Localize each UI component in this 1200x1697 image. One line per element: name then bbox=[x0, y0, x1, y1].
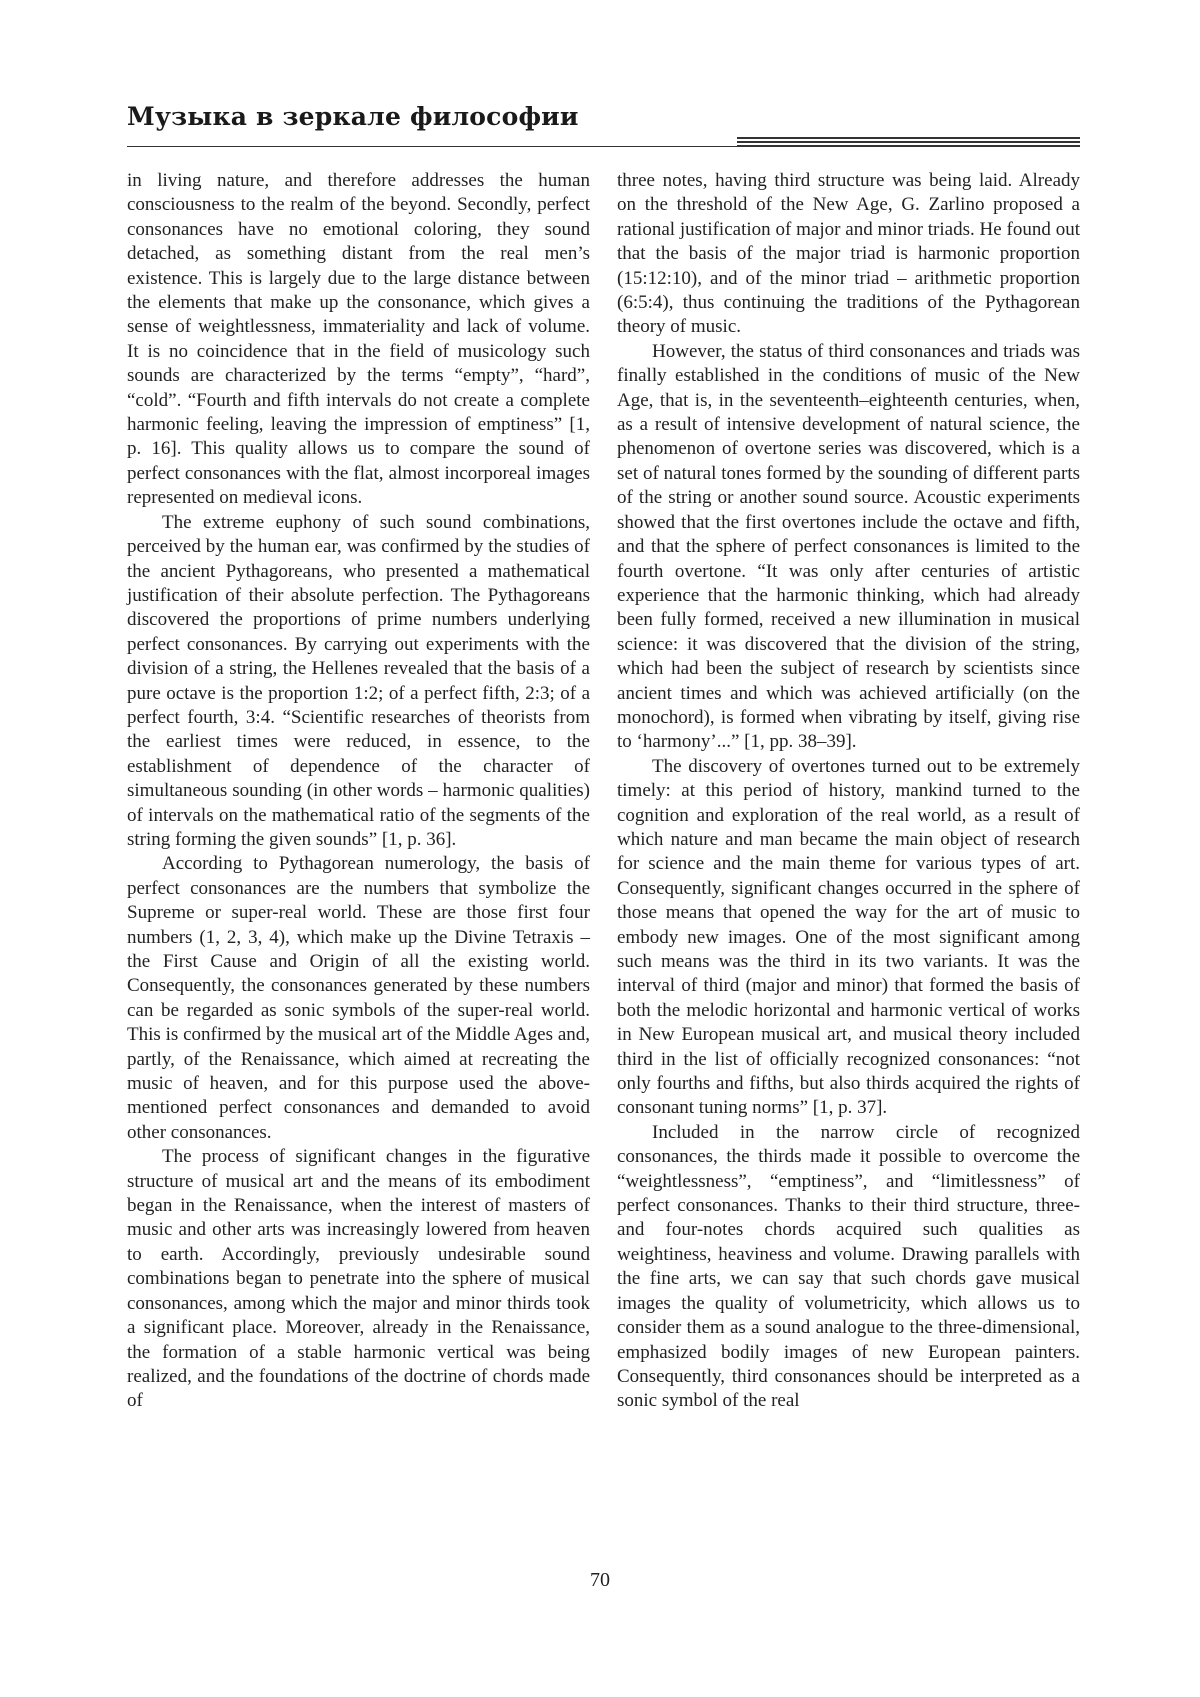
paragraph: The discovery of overtones turned out to be extremely timely: at this period of history, mankind turned to the cognition and exploration of the real world, as a result of which nature and man became the main object of research for science and the main theme for various types of art. Consequently, significant changes occurred in the sphere of those means that opened the way for the art of music to embody new images. One of the most significant among such means was the third in its two variants. It was the interval of third (major and minor) that formed the basis of both the melodic horizontal and harmonic vertical of works in New European musical art, and musical theory included third in the list of officially recognized consonances: “not only fourths and fifths, but also thirds acquired the rights of consonant tuning norms” [1, p. 37]. bbox=[617, 755, 1080, 1119]
paragraph: in living nature, and therefore addresses the human consciousness to the realm of the beyond. Secondly, perfect consonances have no emotional coloring, they sound detached, as something distant from the real men’s existence. This is largely due to the large distance between the elements that make up the consonance, which gives a sense of weightlessness, immateriality and lack of volume. It is no coincidence that in the field of musicology such sounds are characterized by the terms “empty”, “hard”, “cold”. “Fourth and fifth intervals do not create a complete harmonic feeling, leaving the impression of emptiness” [1, p. 16]. This quality allows us to compare the sound of perfect consonances with the flat, almost incorporeal images represented on medieval icons. bbox=[127, 170, 590, 509]
running-header-title: Музыка в зеркале философии bbox=[127, 102, 579, 131]
paragraph: The extreme euphony of such sound combinations, perceived by the human ear, was confirmed by the studies of the ancient Pythagoreans, who presented a mathematical justification of their absolute perfection. The Pythagoreans discovered the proportions of prime numbers underlying perfect consonances. By carrying out experiments with the division of a string, the Hellenes revealed that the basis of a pure octave is the proportion 1:2; of a perfect fifth, 2:3; of a perfect fourth, 3:4. “Scientific researches of theorists from the earliest times were reduced, in essence, to the establishment of dependence of the character of simultaneous sounding (in other words – harmonic qualities) of intervals on the mathematical ratio of the segments of the string forming the given sounds” [1, p. 36]. bbox=[127, 511, 590, 850]
header-rule-thin bbox=[127, 146, 737, 147]
paragraph: Included in the narrow circle of recognized consonances, the thirds made it possible to overcome the “weightlessness”, “emptiness”, and “limitlessness” of perfect consonances. Thanks to their third structure, three- and four-notes chords acquired such qualities as weightiness, heaviness and volume. Drawing parallels with the fine arts, we can say that such chords gave musical images the quality of volumetricity, which allows us to consider them as a sound analogue to the three-dimensional, emphasized bodily images of new European painters. Consequently, third consonances should be interpreted as a sonic symbol of the real bbox=[617, 1121, 1080, 1412]
right-column bbox=[617, 169, 1080, 1414]
paragraph: According to Pythagorean numerology, the basis of perfect consonances are the numbers that symbolize the Supreme or super-real world. These are those first four numbers (1, 2, 3, 4), which make up the Divine Tetraxis – the First Cause and Origin of all the existing world. Consequently, the consonances generated by these numbers can be regarded as sonic symbols of the super-real world. This is confirmed by the musical art of the Middle Ages and, partly, of the Renaissance, which aimed at recreating the music of heaven, and for this purpose used the above-mentioned perfect consonances and demanded to avoid other consonances. bbox=[127, 853, 590, 1143]
header-rule-thick bbox=[737, 137, 1080, 149]
paragraph: three notes, having third structure was being laid. Already on the threshold of the New Age, G. Zarlino proposed a rational justification of major and minor triads. He found out that the basis of the major triad is harmonic proportion (15:12:10), and of the minor triad – arithmetic proportion (6:5:4), thus continuing the traditions of the Pythagorean theory of music. bbox=[617, 170, 1080, 338]
page-number: 70 bbox=[590, 1569, 610, 1591]
paragraph: However, the status of third consonances and triads was finally established in the conditions of music of the New Age, that is, in the seventeenth–eighteenth centuries, when, as a result of intensive development of natural science, the phenomenon of overtone series was discovered, which is a set of natural tones formed by the sounding of different parts of the string or another sound source. Acoustic experiments showed that the first overtones include the octave and fifth, and that the sphere of perfect consonances is limited to the fourth overtone. “It was only after centuries of artistic experience that the harmonic thinking, which had already been fully formed, received a new illumination in musical science: it was discovered that the division of the string, which had been the subject of research by scientists since ancient times and which was achieved artificially (on the monochord), is formed when vibrating by itself, giving rise to ‘harmony’...” [1, pp. 38–39]. bbox=[617, 340, 1080, 753]
paragraph: The process of significant changes in the figurative structure of musical art and the means of its embodiment began in the Renaissance, when the interest of masters of music and other arts was increasingly lowered from heaven to earth. Accordingly, previously undesirable sound combinations began to penetrate into the sphere of musical consonances, among which the major and minor thirds took a significant place. Moreover, already in the Renaissance, the formation of a stable harmonic vertical was being realized, and the foundations of the doctrine of chords made of bbox=[127, 1146, 590, 1412]
left-column bbox=[127, 169, 590, 1414]
